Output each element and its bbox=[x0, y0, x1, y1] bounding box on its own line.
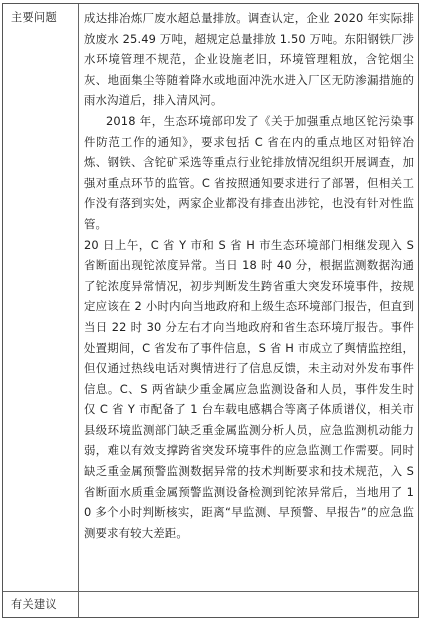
issue-table bbox=[2, 3, 419, 618]
paragraph-1: 成达排冶炼厂废水超总量排放。调查认定，企业 2020 年实际排放废水 25.49 万吨，超规定总量排放 1.50 万吨。东阳钢铁厂涉水环境管理不规范，企业设施老旧，环境管理粗放，含铊烟尘灰、地面集尘等随着降水或地面冲洗水进入厂区无防渗漏措施的雨水沟道后，排入清风河。 bbox=[84, 11, 414, 108]
paragraph-2: 2018 年，生态环境部印发了《关于加强重点地区铊污染事件防范工作的通知》，要求包括 C 省在内的重点地区对铅锌冶炼、钢铁、含铊矿采选等重点行业铊排放情况组织开展调查，加强对重点环节的监管。C 省按照通知要求进行了部署，但相关工作没有落到实处，两家企业都没有排查出涉铊，也没有针对性监管。 bbox=[84, 113, 414, 231]
main-issues-content bbox=[84, 8, 414, 543]
row-divider bbox=[3, 591, 418, 592]
column-divider bbox=[78, 4, 79, 617]
row-label-advice: 有关建议 bbox=[11, 598, 57, 611]
row-label-main-issues: 主要问题 bbox=[11, 11, 57, 24]
paragraph-3: 20 日上午，C 省 Y 市和 S 省 H 市生态环境部门相继发现入 S 省断面出现铊浓度异常。当日 18 时 40 分，根据监测数据沟通了铊浓度异常情况，初步判断发生跨省重大突发环境事件，按规定应该在 2 小时内向当地政府和上级生态环境部门报告，但直到当日 22 时 30 分左右才向当地政府和省生态环境厅报告。事件处置期间，C 省发布了事件信息，S 省 H 市成立了舆情监控组，但仅通过热线电话对舆情进行了信息反馈，未主动对外发布事件信息。C、S 两省缺少重金属应急监测设备和人员，事件发生时仅 C 省 Y 市配备了 1 台车载电感耦合等离子体质谱仪，相关市县级环境监测部门缺乏重金属监测分析人员，应急监测机动能力弱，难以有效支撑跨省突发环境事件的应急监测工作需要。同时缺乏重金属预警监测数据异常的技术判断要求和技术规范，入 S 省断面水质重金属预警监测设备检测到铊浓异常后，当地用了 10 多个小时判断核实，距离“早监测、早预警、早报告”的应急监测要求有较大差距。 bbox=[84, 237, 414, 540]
